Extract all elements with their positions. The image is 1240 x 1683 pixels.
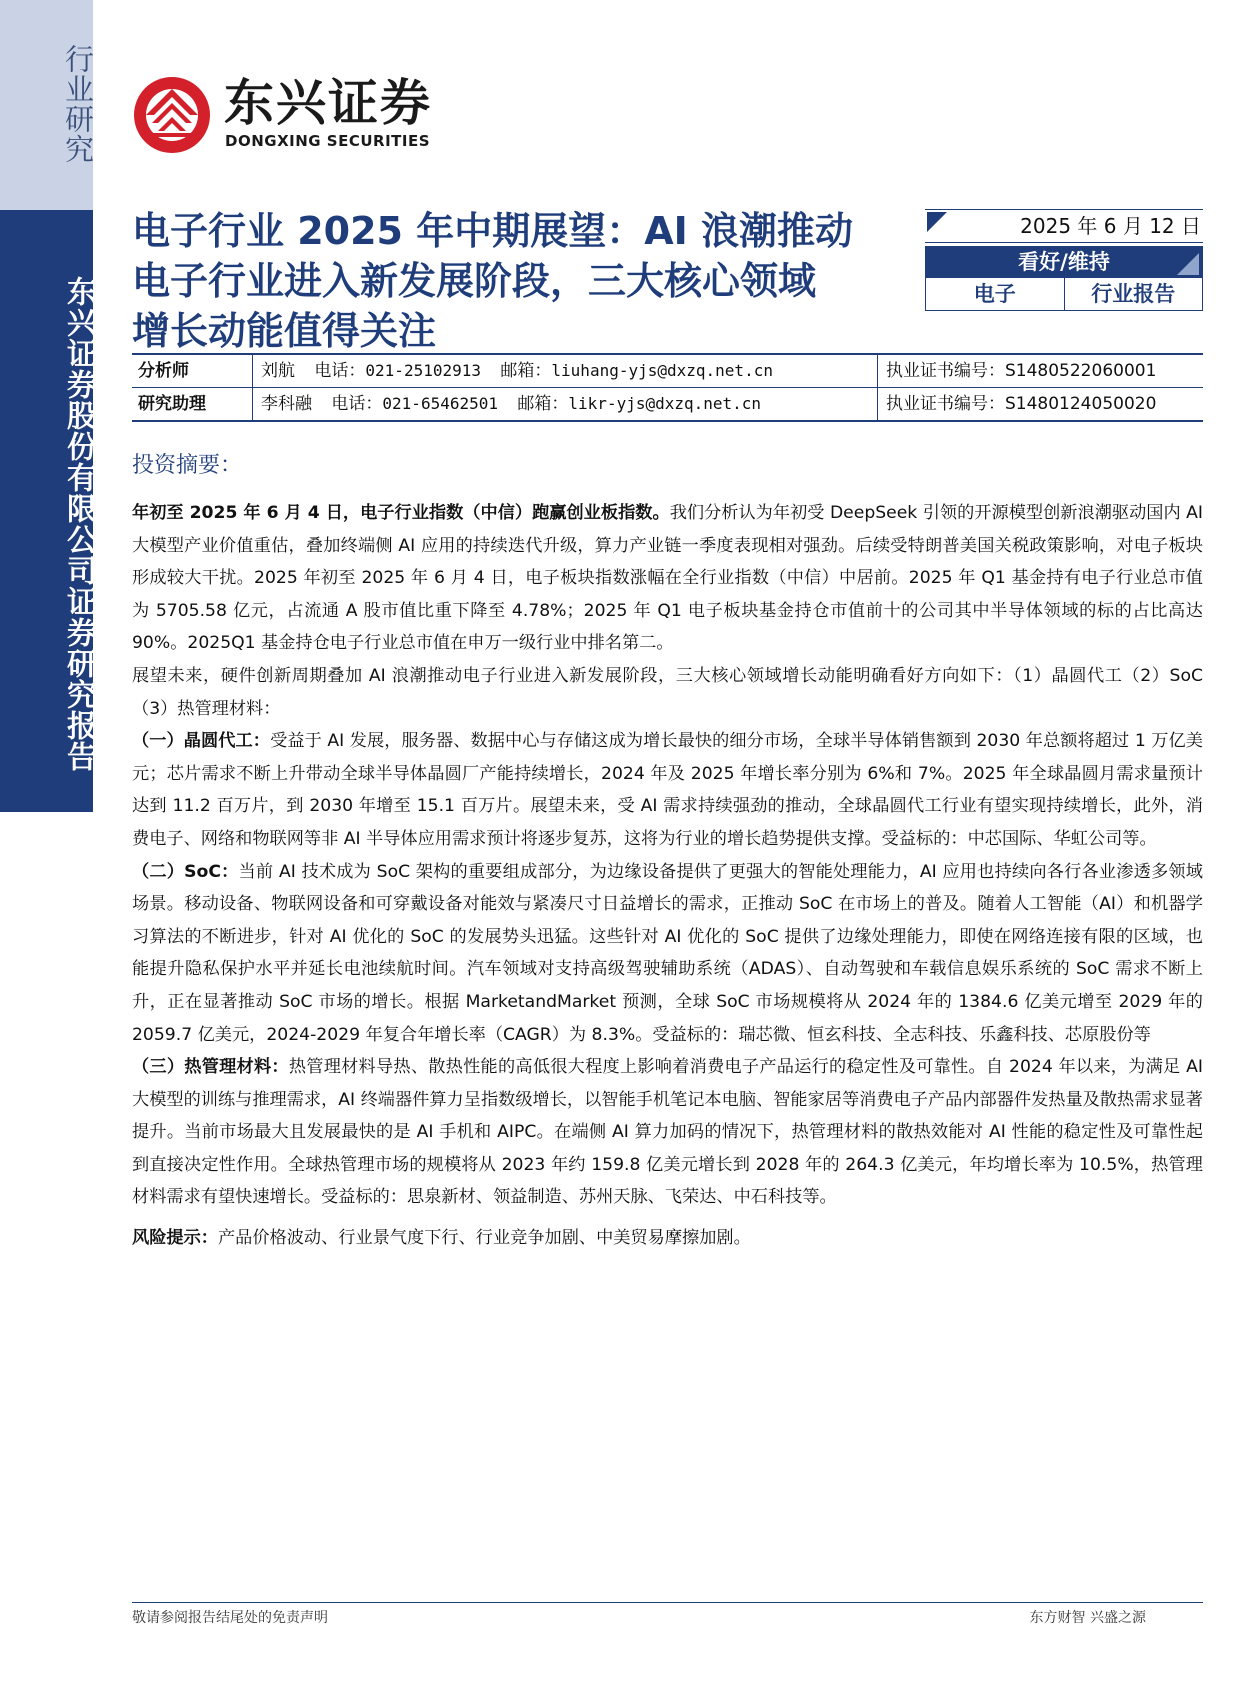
paragraph-lead: 年初至 2025 年 6 月 4 日，电子行业指数（中信）跑赢创业板指数。: [132, 503, 670, 523]
analyst-phone: 021-25102913: [365, 361, 481, 380]
title-line: 电子行业进入新发展阶段，三大核心领域: [132, 259, 817, 303]
corner-triangle-icon: [927, 212, 947, 232]
category-row: [925, 278, 1203, 311]
report-type-label: 行业报告: [1091, 282, 1176, 306]
paragraph-risk: [132, 1222, 1203, 1255]
sector-label: 电子: [926, 278, 1065, 310]
analyst-cert: [877, 388, 1203, 420]
analyst-email[interactable]: likr-yjs@dxzq.net.cn: [568, 394, 762, 413]
cert-number: S1480522060001: [1005, 361, 1157, 381]
logo-name-cn: 东兴证券: [224, 74, 432, 132]
analyst-row: [132, 387, 1203, 420]
paragraph-lead: 风险提示：: [132, 1228, 218, 1249]
paragraph-foundry: [132, 725, 1203, 855]
report-date: 2025 年 6 月 12 日: [1020, 214, 1201, 238]
paragraph-outlook: [132, 660, 1203, 725]
title-line: 增长动能值得关注: [132, 309, 437, 353]
paragraph-text: 当前 AI 技术成为 SoC 架构的重要组成部分，为边缘设备提供了更强大的智能处理能力，AI 应用也持续向各行各业渗透多领域场景。移动设备、物联网设备和可穿戴设备对能效与紧凑尺寸日益增长的需求，正推动 SoC 在市场上的普及。随着人工智能（AI）和机器学习算法的不断进步，针对 AI 优化的 SoC 的发展势头迅猛。这些针对 AI 优化的 SoC 提供了边缘处理能力，即使在网络连接有限的区域，也能提升隐私保护水平并延长电池续航时间。汽车领域对支持高级驾驶辅助系统（ADAS）、自动驾驶和车载信息娱乐系统的 SoC 需求不断上升，正在显著推动 SoC 市场的增长。根据 MarketandMarket 预测，全球 SoC 市场规模将从 2024 年的 1384.6 亿美元增至 2029 年的 2059.7 亿美元，2024-2029 年复合年增长率（CAGR）为 8.3%。受益标的：瑞芯微、恒玄科技、全志科技、乐鑫科技、芯原股份等: [132, 861, 1203, 1045]
paragraph-text: 我们分析认为年初受 DeepSeek 引领的开源模型创新浪潮驱动国内 AI 大模型产业价值重估，叠加终端侧 AI 应用的持续迭代升级，算力产业链一季度表现相对强劲。后续受特朗普美国关税政策影响，对电子板块形成较大干扰。2025 年初至 2025 年 6 月 4 日，电子板块指数涨幅在全行业指数（中信）中居前。2025 年 Q1 基金持有电子行业总市值为 5705.58 亿元，占流通 A 股市值比重下降至 4.78%；2025 年 Q1 电子板块基金持仓市值前十的公司其中半导体领域的标的占比高达 90%。2025Q1 基金持仓电子行业总市值在申万一级行业中排名第二。: [132, 503, 1203, 654]
analyst-email[interactable]: liuhang-yjs@dxzq.net.cn: [551, 361, 773, 380]
cert-label: 执业证书编号：: [886, 361, 1005, 381]
logo-emblem-icon: [132, 75, 212, 155]
paragraph-text: 产品价格波动、行业景气度下行、行业竞争加剧、中美贸易摩擦加剧。: [217, 1228, 751, 1249]
paragraph-market-review: [132, 497, 1203, 660]
email-label: 邮箱：: [500, 361, 552, 381]
analyst-cert: [877, 355, 1203, 387]
analyst-role: 研究助理: [132, 388, 253, 420]
paragraph-text: 热管理材料导热、散热性能的高低很大程度上影响着消费电子产品运行的稳定性及可靠性。自 2024 年以来，为满足 AI 大模型的训练与推理需求，AI 终端器件算力呈指数级增长，以智能手机笔记本电脑、智能家居等消费电子产品内部器件发热量及散热需求显著提升。当前市场最大且发展最快的是 AI 手机和 AIPC。在端侧 AI 算力加码的情况下，热管理材料的散热效能对 AI 性能的稳定性及可靠性起到直接决定性作用。全球热管理市场的规模将从 2023 年约 159.8 亿美元增长到 2028 年的 264.3 亿美元，年均增长率为 10.5%，热管理材料需求有望快速增长。受益标的：思泉新材、领益制造、苏州天脉、飞荣达、中石科技等。: [132, 1057, 1203, 1208]
rating-value: 看好/维持: [1018, 250, 1110, 274]
analyst-contact: [253, 388, 877, 420]
analyst-row: [132, 355, 1203, 387]
analyst-contact: [253, 355, 877, 387]
paragraph-lead: （二）SoC：: [132, 861, 239, 882]
cert-number: S1480124050020: [1005, 394, 1157, 414]
analyst-name: 李科融: [261, 394, 312, 414]
paragraph-text: 受益于 AI 发展，服务器、数据中心与存储这成为增长最快的细分市场，全球半导体销售额到 2030 年总额将超过 1 万亿美元；芯片需求不断上升带动全球半导体晶圆厂产能持续增长，2024 年及 2025 年增长率分别为 6%和 7%。2025 年全球晶圆月需求量预计达到 11.2 百万片，到 2030 年增至 15.1 百万片。展望未来，受 AI 需求持续强劲的推动，全球晶圆代工行业有望实现持续增长，此外，消费电子、网络和物联网等非 AI 半导体应用需求预计将逐步复苏，这将为行业的增长趋势提供支撑。受益标的：中芯国际、华虹公司等。: [132, 731, 1203, 849]
corner-triangle-icon: [1177, 253, 1199, 275]
report-date-row: [925, 209, 1203, 243]
sidebar-category-label: 行业研究: [61, 44, 95, 164]
sidebar-top: [0, 0, 93, 210]
title-line: 电子行业 2025 年中期展望：AI 浪潮推动: [132, 209, 853, 253]
footer-slogan: 东方财智 兴盛之源: [1029, 1610, 1146, 1626]
email-label: 邮箱：: [517, 394, 569, 414]
paragraph-thermal: [132, 1051, 1203, 1214]
report-info-box: [925, 209, 1203, 311]
summary-body: [132, 497, 1203, 1255]
sidebar-company-label: 东兴证券股份有限公司证券研究报告: [61, 276, 96, 772]
analyst-phone: 021-65462501: [382, 394, 498, 413]
footer-divider: [132, 1602, 1203, 1603]
section-header: 投资摘要：: [132, 453, 243, 478]
logo-name-en: DONGXING SECURITIES: [225, 132, 431, 150]
analyst-table: [132, 353, 1203, 422]
cert-label: 执业证书编号：: [886, 394, 1005, 414]
footer-disclaimer: 敬请参阅报告结尾处的免责声明: [132, 1610, 328, 1626]
analyst-name: 刘航: [261, 361, 295, 381]
report-title: [132, 206, 892, 356]
sidebar-bottom: [0, 210, 96, 812]
rating-row: [925, 246, 1203, 278]
paragraph-text: 展望未来，硬件创新周期叠加 AI 浪潮推动电子行业进入新发展阶段，三大核心领域增长动能明确看好方向如下：（1）晶圆代工（2）SoC（3）热管理材料：: [132, 665, 1203, 719]
phone-label: 电话：: [331, 394, 383, 414]
paragraph-soc: [132, 856, 1203, 1052]
phone-label: 电话：: [314, 361, 366, 381]
paragraph-lead: （三）热管理材料：: [132, 1057, 289, 1078]
company-logo: [132, 75, 432, 155]
analyst-role: 分析师: [132, 355, 253, 387]
paragraph-lead: （一）晶圆代工：: [132, 731, 271, 752]
